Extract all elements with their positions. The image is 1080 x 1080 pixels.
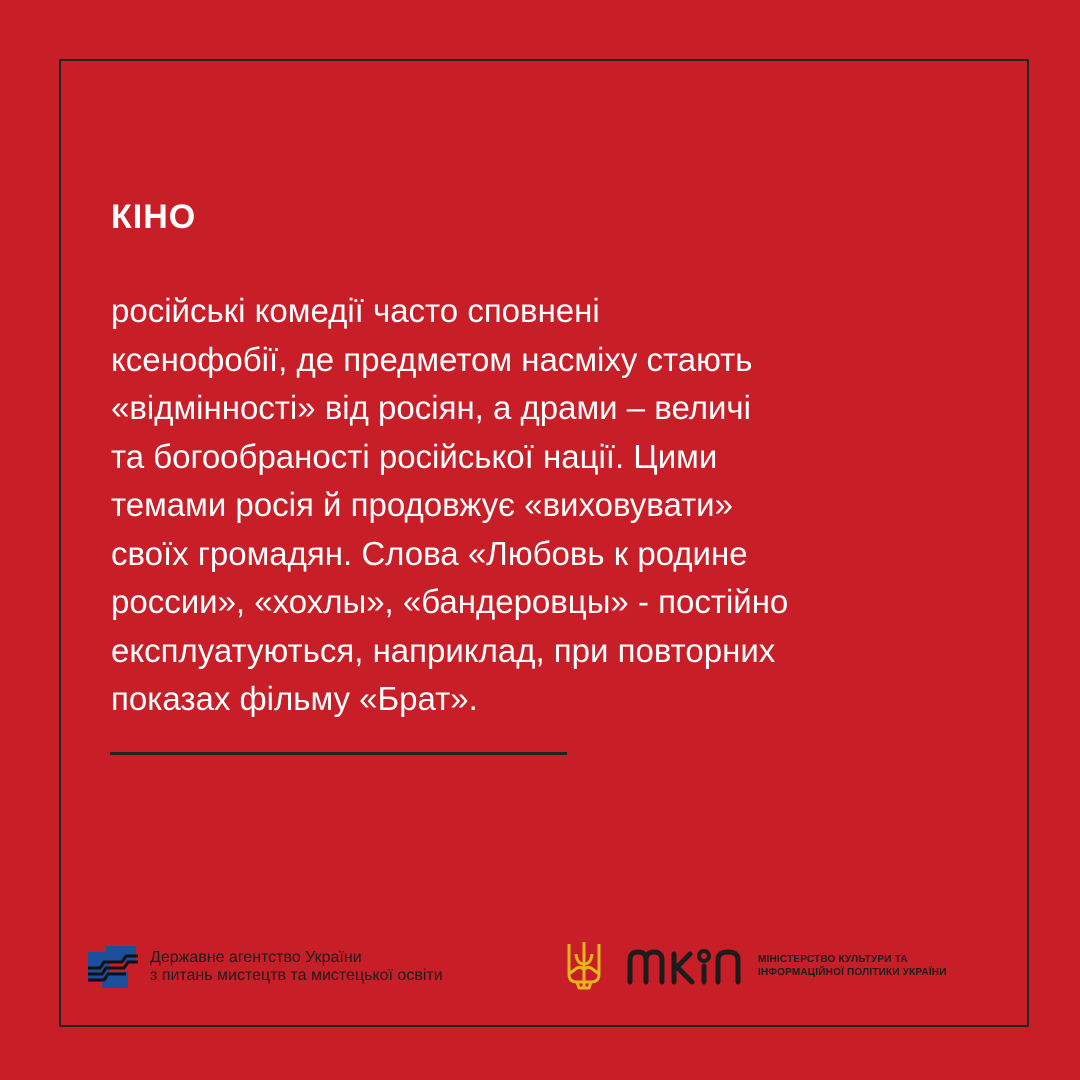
body-line: темами росія й продовжує «виховувати» [111,486,733,523]
agency-name-line: Державне агентство України [150,949,362,966]
body-line: та богообраності російської нації. Цими [111,437,718,475]
ministry-logo-text: мкіп [626,946,628,947]
body-line: експлуатуються, наприклад, при повторних [111,631,776,669]
body-text [111,287,991,724]
ministry-credit [626,946,947,986]
body-line: показах фільму «Брат». [111,680,478,717]
ministry-name-line: ІНФОРМАЦІЙНОЇ ПОЛІТИКИ УКРАЇНИ [758,967,947,978]
agency-credit [88,944,443,990]
divider [110,752,567,755]
page-title: КІНО [111,198,197,236]
agency-logo-icon [88,944,138,990]
body-line: «відмінності» від росіян, а драми – величі [111,389,751,426]
agency-name-line: з питань мистецтв та мистецької освіти [150,967,443,984]
trident-icon [567,940,601,992]
ministry-name-line: МІНІСТЕРСТВО КУЛЬТУРИ ТА [758,954,908,965]
body-line: ксенофобії, де предметом насміху стають [111,340,753,378]
body-line: російські комедії часто сповнені [111,292,600,329]
body-line: своїх громадян. Слова «Любовь к родине [111,534,748,572]
ministry-logo-icon [626,946,754,986]
body-line: россии», «хохлы», «бандеровцы» - постійно [111,583,789,620]
